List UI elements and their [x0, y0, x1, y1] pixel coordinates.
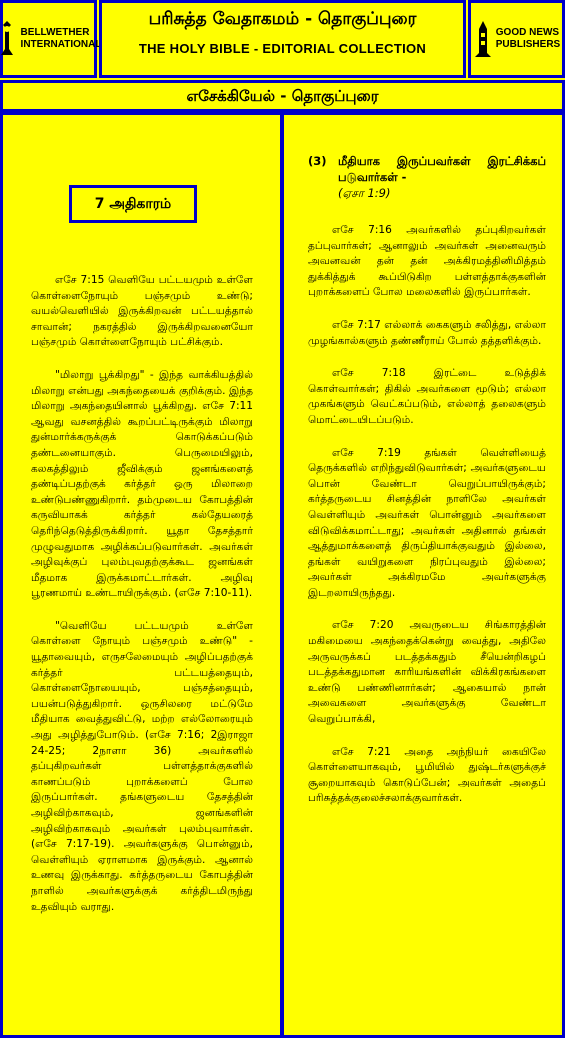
section-heading-ref: (ஏசா 1:9): [338, 186, 391, 200]
logo-left-line1: BELLWETHER: [20, 27, 90, 38]
paragraph: "மிலாறு பூக்கிறது" - இந்த வாக்கியத்தில் மிலாறு என்பது அகந்தையைக் குறிக்கும். இந்த மிலாறு அகந்தையினால் பூக்கிறது. எசே 7:11 ஆவது வசனத்தில் கூறப்பட்டிருக்கும் மிலாறு துன்மார்க்கருக்குக் கொடுக்கப்படும் தண்டனையாகும். பெருமையிலும், கலகத்திலும் ஜீவிக்கும் ஜனங்களைத் தண்டிப்பதற்குக் கர்த்தர் ஒரு மிலாறை உண்டுபண்ணுகிறார். தம்முடைய கோபத்தின் கருவியாகக் கர்த்தர் கல்தேயரைத் தெரிந்தெடுத்திருக்கிறார். யூதா தேசத்தார் முழுவதுமாக அழிக்கப்படுவார்கள். அவர்கள் அழிவுக்குப் புலம்புவதற்குக்கூட ஜனங்கள் மீதமாக இருக்கமாட்டார்கள். அழிவு பூரணமாய் உண்டாயிருக்கும். (எசே 7:10-11).: [31, 368, 253, 600]
paragraph: எசே 7:15 வெளியே பட்டயமும் உள்ளே கொள்ளைநோயும் பஞ்சமும் உண்டு; வயல்வெளியில் இருக்கிறவன் பட்டயத்தால் சாவான்; நகரத்தில் இருக்கிறவனையோ பஞ்சமும் கொள்ளைநோயும் பட்சிக்கும்.: [31, 274, 253, 349]
right-column: [281, 112, 565, 1038]
logo-left-line2: INTERNATIONAL: [20, 39, 102, 50]
bellwether-logo: [0, 0, 102, 78]
chapter-bar-title: எசேக்கியேல் - தொகுப்புரை: [186, 87, 379, 105]
header-title-box: [99, 0, 466, 78]
right-column-text: [308, 153, 546, 824]
paragraph: எசே 7:17 எல்லாக் கைகளும் சலித்து, எல்லா முழங்கால்களும் தண்ணீராய் போல் தத்தளிக்கும்.: [308, 318, 546, 347]
building-icon: [473, 19, 493, 59]
paragraph: எசே 7:19 தங்கள் வெள்ளியைத் தெருக்களில் எறிந்துவிடுவார்கள்; அவர்களுடைய பொன் வேண்டா வெறுப்பாயிருக்கும்; கர்த்தருடைய சினத்தின் நாளிலே அவர்கள் வெள்ளியும் அவர்கள் பொன்னும் அவர்களை விடுவிக்கமாட்டாது; அவர்கள் அதினால் தங்கள் ஆத்துமாக்களைத் திருப்தியாக்குவதும் இல்லை, தங்கள் வயிறுகளை நிரப்புவதும் இல்லை; அவர்கள் அக்கிரமமே அவர்களுக்கு இடறலாயிருந்தது.: [308, 446, 546, 599]
logo-right-line2: PUBLISHERS: [495, 39, 561, 50]
title-tamil: பரிசுத்த வேதாகமம் - தொகுப்புரை: [148, 9, 417, 29]
left-column: [0, 112, 283, 1038]
section-heading: [308, 153, 546, 201]
logo-right-line1: GOOD NEWS: [495, 27, 560, 38]
bellwether-ram-icon: [0, 19, 18, 59]
paragraph: எசே 7:21 அதை அந்நியர் கையிலே கொள்ளையாகவும், பூமியில் துஷ்டர்களுக்குச் சூறையாகவும் கொடுப்பேன்; அவர்கள் அதைப் பரிசுத்தக்குலைச்சலாக்குவார்கள்.: [308, 745, 546, 805]
good-news-logo: [468, 0, 565, 78]
chapter-bar: [0, 80, 565, 112]
paragraph: எசே 7:18 இரட்டை உடுத்திக் கொள்வார்கள்; திகில் அவர்களை மூடும்; எல்லா முகங்களும் வெட்கப்படும், எல்லாத் தலைகளும் மொட்டையிடப்படும்.: [308, 367, 546, 426]
paragraph: எசே 7:20 அவருடைய சிங்காரத்தின் மகிமையை அகந்தைக்கென்று வைத்து, அதிலே அருவருக்கப் படத்தக்கதும் சீயென்றிகழப் படத்தக்கதுமான காரியங்களின் விக்கிரகங்களை உண்டு பண்ணினார்கள்; ஆகையால் நான் அவைகளை அவர்களுக்கு வேண்டா வெறுப்பாக்கி,: [308, 619, 546, 726]
paragraph: "வெளியே பட்டயமும் உள்ளே கொள்ளை நோயும் பஞ்சமும் உண்டு" - யூதாவையும், எருசலேமையும் அழிப்பதற்குக் கர்த்தர் பட்டயத்தையும், கொள்ளைநோயையும், பஞ்சத்தையும், பயன்படுத்துகிறார். ஒருசிலரை மட்டுமே மீதியாக வைத்துவிட்டு, மற்ற எல்லோரையும் அது அழித்துபோடும். (எசே 7:16; 2இராஜா 24-25; 2நாளா 36) அவர்களில் தப்புகிறவர்கள் பள்ளத்தாக்குகளில் காணப்படும் புறாக்களைப் போல இருப்பார்கள். தங்களுடைய தேசத்தின் அழிவிற்காகவும், ஜனங்களின் அழிவிற்காகவும் அவர்கள் புலம்புவார்கள். (எசே 7:17-19). அவர்களுக்கு பொன்னும், வெள்ளியும் ஏராளமாக இருக்கும். ஆனால் உணவு இருக்காது. கர்த்தருடைய கோபத்தின் நாளில் அவர்களுக்குக் கர்த்திடமிருந்து உதவியும் வராது.: [31, 619, 253, 913]
left-column-text: [31, 273, 253, 932]
title-english: THE HOLY BIBLE - EDITORIAL COLLECTION: [138, 41, 427, 56]
paragraph: எசே 7:16 அவர்களில் தப்புகிறவர்கள் தப்புவார்கள்; ஆனாலும் அவர்கள் அனைவரும் அவனவன் தன் தன் அக்கிரமத்தினிமித்தம் துக்கித்துக் கூப்பிடுகிற பள்ளத்தாக்குகளின் புறாக்களைப் போல மலைகளில் இருப்பார்கள்.: [308, 224, 546, 299]
chapter-label: 7 அதிகாரம்: [69, 185, 197, 223]
section-number: (3): [308, 154, 327, 168]
section-heading-text: மீதியாக இருப்பவர்கள் இரட்சிக்கப் படுவார்கள் -: [338, 154, 546, 184]
